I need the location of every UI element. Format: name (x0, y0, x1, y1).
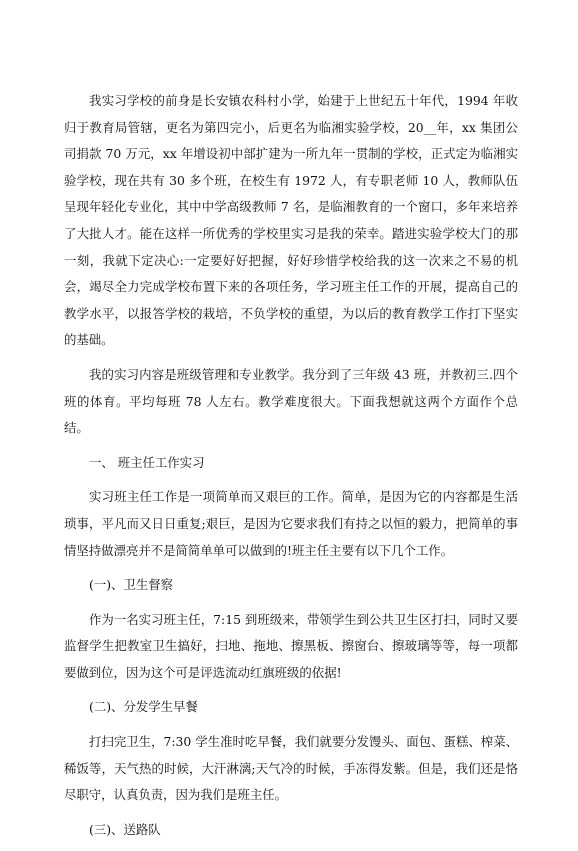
paragraph-internship-content: 我的实习内容是班级管理和专业教学。我分到了三年级 43 班，并教初三.四个班的体育。平均每班 78 人左右。教学难度很大。下面我想就这两个方面作个总结。 (64, 366, 518, 436)
document-body (64, 88, 518, 851)
section-heading-class-teacher: 一、 班主任工作实习 (89, 454, 205, 470)
paragraph-breakfast: 打扫完卫生，7:30 学生准时吃早餐，我们就要分发馒头、面包、蛋糕、榨菜、稀饭等，天气热的时候，大汗淋漓;天气冷的时候，手冻得发紫。但是，我们还是恪尽职守，认真负责，因为我们是班主任。 (64, 734, 518, 803)
paragraph-school-history: 我实习学校的前身是长安镇农科村小学，始建于上世纪五十年代，1994 年收归于教育局管辖，更名为第四完小，后更名为临湘实验学校，20__年，xx 集团公司捐款 70 万元，xx 年增设初中部扩建为一所九年一贯制的学校，正式定为临湘实验学校，现在共有 30 多个班，在校生有 1972 人，有专职老师 10 人，教师队伍呈现年轻化专业化，其中中学高级教师 7 名，是临湘教育的一个窗口，多年来培养了大批人才。能在这样一所优秀的学校里实习是我的荣幸。踏进实验学校大门的那一刻，我就下定决心:一定要好好把握，好好珍惜学校给我的这一次来之不易的机会，竭尽全力完成学校布置下来的各项任务，学习班主任工作的开展，提高自己的教学水平，以报答学校的栽培，不负学校的重望，为以后的教育教学工作打下坚实的基础。 (64, 93, 518, 348)
paragraph-hygiene: 作为一名实习班主任，7:15 到班级来，带领学生到公共卫生区打扫，同时又要监督学生把教室卫生搞好，扫地、拖地、擦黑板、擦窗台、擦玻璃等等，每一项都要做到位，因为这个可是评选流动红旗班级的依据! (64, 611, 518, 680)
subheading-hygiene: (一)、卫生督察 (89, 577, 174, 593)
subheading-breakfast: (二)、分发学生早餐 (89, 699, 198, 715)
subheading-road-team: (三)、送路队 (89, 821, 161, 837)
paragraph-class-teacher-intro: 实习班主任工作是一项简单而又艰巨的工作。简单，是因为它的内容都是生活琐事，平凡而又日日重复;艰巨，是因为它要求我们有持之以恒的毅力，把简单的事情坚持做漂亮并不是简简单单可以做到的!班主任主要有以下几个工作。 (64, 489, 518, 558)
